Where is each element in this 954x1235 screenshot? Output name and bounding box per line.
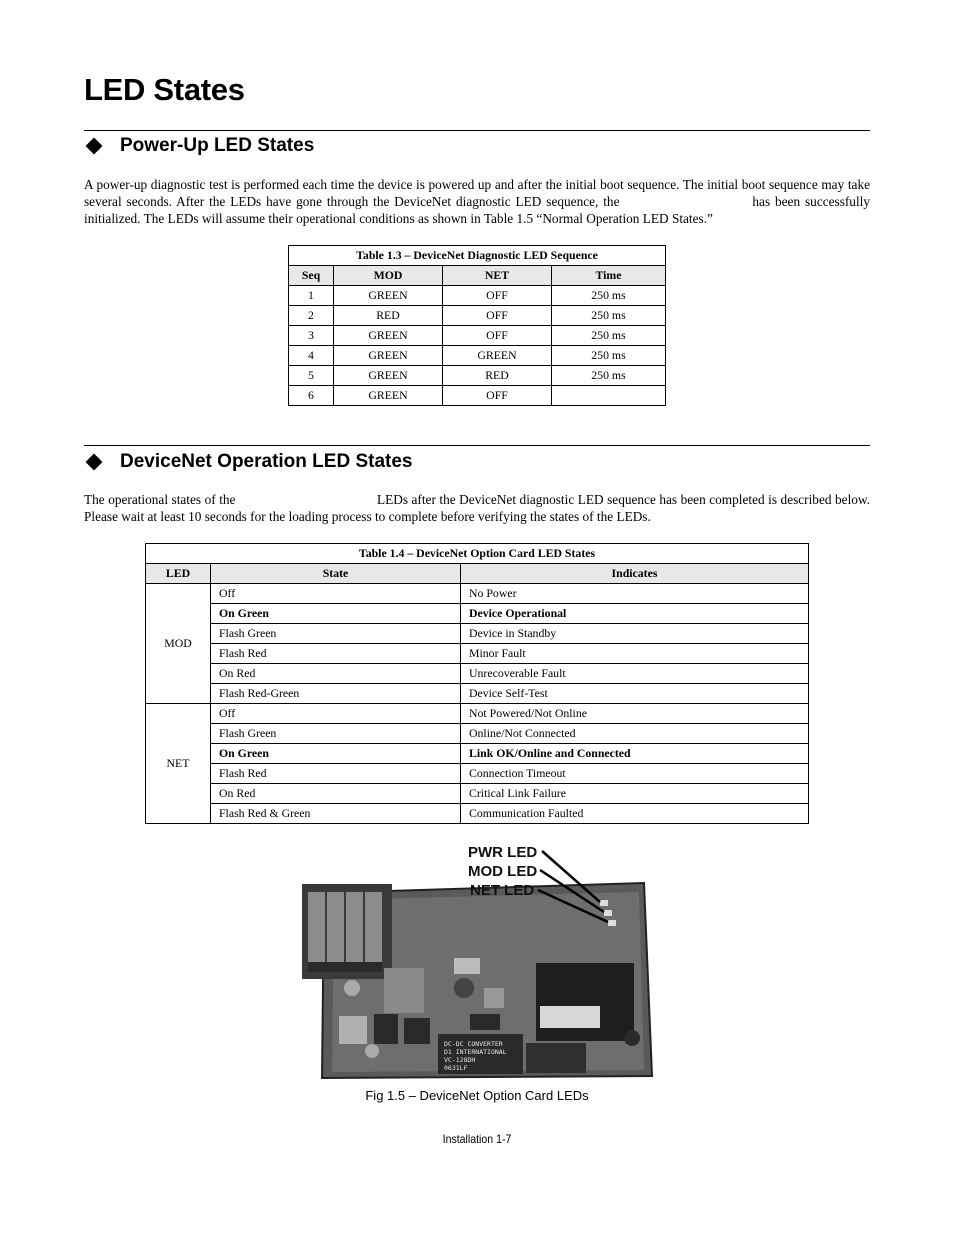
board-label: VC-128DH: [444, 1056, 476, 1064]
page-footer: Installation 1-7: [442, 1132, 512, 1146]
indicates-cell: Connection Timeout: [461, 764, 809, 784]
column-header: Indicates: [461, 564, 809, 584]
state-cell: Flash Red & Green: [211, 804, 461, 824]
diamond-bullet-icon: [86, 454, 103, 471]
section-divider: [84, 445, 870, 446]
table-row: [146, 604, 809, 624]
diamond-bullet-icon: [86, 138, 103, 155]
net-led-label: NET LED: [470, 882, 535, 899]
table-row: [146, 804, 809, 824]
page-title: LED States: [84, 72, 245, 107]
column-header: State: [211, 564, 461, 584]
table-cell: 250 ms: [552, 366, 666, 386]
indicates-cell: Device Operational: [461, 604, 809, 624]
paragraph-text: The operational states of the: [84, 492, 236, 507]
figure-caption: Fig 1.5 – DeviceNet Option Card LEDs: [365, 1088, 589, 1103]
table-cell: GREEN: [443, 346, 552, 366]
table-row: [146, 624, 809, 644]
table-row: [289, 366, 666, 386]
pwr-led-label: PWR LED: [468, 844, 538, 861]
column-header: NET: [443, 266, 552, 286]
table-cell: 6: [289, 386, 334, 406]
table-cell: 2: [289, 306, 334, 326]
indicates-cell: Unrecoverable Fault: [461, 664, 809, 684]
mod-led-label: MOD LED: [468, 863, 538, 880]
state-cell: On Green: [211, 604, 461, 624]
indicates-cell: Minor Fault: [461, 644, 809, 664]
net-led: [608, 920, 616, 926]
indicates-cell: Device Self-Test: [461, 684, 809, 704]
table-row: [146, 704, 809, 724]
table-caption: Table 1.4 – DeviceNet Option Card LED States: [146, 544, 809, 564]
table-row: [289, 326, 666, 346]
table-cell: OFF: [443, 286, 552, 306]
terminal-connector: [302, 884, 392, 979]
table-cell: 4: [289, 346, 334, 366]
table-row: [146, 684, 809, 704]
pwr-led: [600, 900, 608, 906]
state-cell: Off: [211, 584, 461, 604]
option-card-photo: [294, 838, 656, 1079]
table-row: [146, 764, 809, 784]
table-row: [146, 664, 809, 684]
table-row: [146, 784, 809, 804]
indicates-cell: Link OK/Online and Connected: [461, 744, 809, 764]
power-up-paragraph: [84, 176, 870, 227]
indicates-cell: Online/Not Connected: [461, 724, 809, 744]
indicates-cell: Not Powered/Not Online: [461, 704, 809, 724]
indicates-cell: Communication Faulted: [461, 804, 809, 824]
board-label: DC-DC CONVERTER: [444, 1040, 503, 1048]
table-cell: RED: [443, 366, 552, 386]
table-row: [289, 306, 666, 326]
state-cell: Flash Green: [211, 624, 461, 644]
table-cell: 1: [289, 286, 334, 306]
column-header: MOD: [334, 266, 443, 286]
table-cell: GREEN: [334, 326, 443, 346]
state-cell: Flash Red: [211, 764, 461, 784]
led-name-cell: MOD: [146, 584, 211, 704]
table-row: [289, 346, 666, 366]
table-cell: RED: [334, 306, 443, 326]
option-card-led-states-table: [145, 543, 809, 824]
column-header: Time: [552, 266, 666, 286]
table-cell: OFF: [443, 306, 552, 326]
section-heading-text: DeviceNet Operation LED States: [120, 451, 413, 472]
table-cell: 250 ms: [552, 306, 666, 326]
table-cell: OFF: [443, 326, 552, 346]
section-divider: [84, 130, 870, 131]
table-cell: GREEN: [334, 366, 443, 386]
table-row: [146, 584, 809, 604]
state-cell: Flash Green: [211, 724, 461, 744]
operation-paragraph: [84, 491, 870, 525]
indicates-cell: Device in Standby: [461, 624, 809, 644]
table-cell: OFF: [443, 386, 552, 406]
board-label: D1 INTERNATIONAL: [444, 1048, 507, 1056]
table-cell: [552, 386, 666, 406]
paragraph-text: has been successfully initialized. The LEDs will assume their operational conditions as shown in Table 1.5 “Normal Operation LED States.”: [84, 194, 870, 226]
table-cell: 5: [289, 366, 334, 386]
table-cell: 250 ms: [552, 326, 666, 346]
processor-chip: [536, 963, 634, 1041]
table-cell: GREEN: [334, 346, 443, 366]
led-name-cell: NET: [146, 704, 211, 824]
section-heading-devicenet-operation: [84, 451, 412, 473]
table-row: [146, 644, 809, 664]
table-row: [289, 286, 666, 306]
section-heading-power-up: [84, 135, 314, 157]
diagnostic-led-sequence-table: [288, 245, 666, 406]
mod-led: [604, 910, 612, 916]
table-cell: 250 ms: [552, 286, 666, 306]
indicates-cell: Critical Link Failure: [461, 784, 809, 804]
board-label: 0631LF: [444, 1064, 468, 1072]
table-cell: 250 ms: [552, 346, 666, 366]
paragraph-text: A power-up diagnostic test is performed each time the device is powered up and after the initial boot sequence. The initial boot sequence may take several seconds. After the LEDs have gone through the DeviceNet diagnostic LED sequence, the: [84, 177, 870, 209]
column-header: LED: [146, 564, 211, 584]
section-heading-text: Power-Up LED States: [120, 135, 315, 156]
state-cell: Flash Red-Green: [211, 684, 461, 704]
table-cell: 3: [289, 326, 334, 346]
table-row: [146, 744, 809, 764]
table-cell: GREEN: [334, 386, 443, 406]
state-cell: Off: [211, 704, 461, 724]
state-cell: On Green: [211, 744, 461, 764]
table-cell: GREEN: [334, 286, 443, 306]
state-cell: On Red: [211, 784, 461, 804]
state-cell: On Red: [211, 664, 461, 684]
column-header: Seq: [289, 266, 334, 286]
table-row: [289, 386, 666, 406]
table-caption: Table 1.3 – DeviceNet Diagnostic LED Sequence: [289, 246, 666, 266]
indicates-cell: No Power: [461, 584, 809, 604]
paragraph-text: LEDs after the DeviceNet diagnostic LED sequence has been completed is described below. Please wait at least 10 seconds for the loading process to complete before verifying the states of the LEDs.: [84, 492, 870, 524]
state-cell: Flash Red: [211, 644, 461, 664]
table-row: [146, 724, 809, 744]
